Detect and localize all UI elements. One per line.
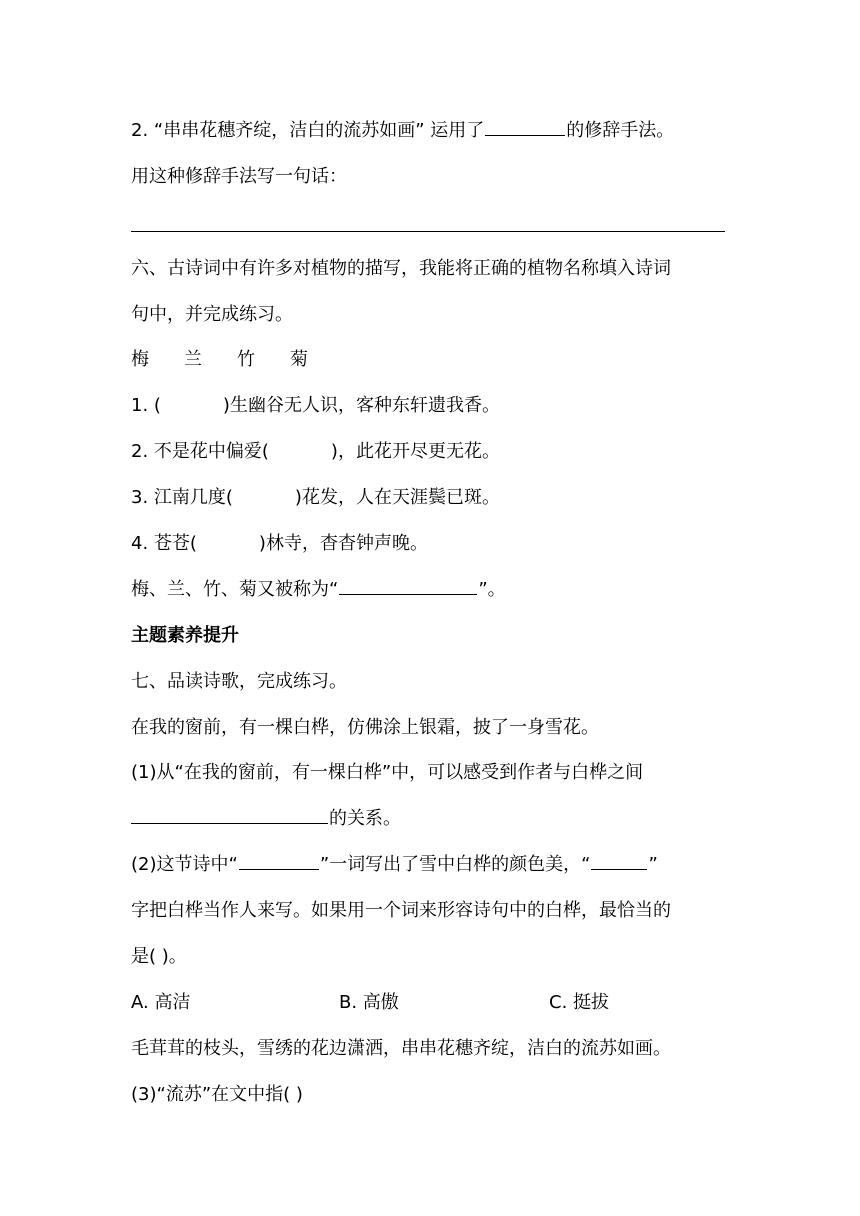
section-6-title-line-1: 六、古诗词中有许多对植物的描写，我能将正确的植物名称填入诗词 (131, 257, 671, 279)
question-7-2-prefix: (2)这节诗中“ (131, 854, 238, 876)
summary-line (131, 567, 731, 613)
answer-blank-summary[interactable] (339, 576, 477, 595)
question-2-line-1 (131, 108, 731, 154)
section-7-title: 七、品读诗歌，完成练习。 (131, 670, 347, 692)
choice-c[interactable]: C. 挺拔 (549, 991, 610, 1013)
poem-item-3 (131, 475, 731, 521)
poem-item-2-prefix: 2. 不是花中偏爱( (131, 441, 269, 463)
question-7-1-line-1: (1)从“在我的窗前，有一棵白桦”中，可以感受到作者与白桦之间 (131, 762, 644, 784)
poem-item-1 (131, 383, 731, 429)
section-6-title-line-2: 句中，并完成练习。 (131, 303, 293, 325)
question-7-1-suffix: 的关系。 (329, 808, 401, 830)
poem-item-4-prefix: 4. 苍苍( (131, 533, 197, 555)
summary-suffix: ”。 (478, 578, 506, 600)
question-7-1-line-2 (131, 796, 731, 842)
word-mei: 梅 (131, 349, 149, 371)
word-ju: 菊 (290, 349, 308, 371)
poem-item-4 (131, 521, 731, 567)
answer-blank-rhetoric[interactable] (485, 117, 565, 136)
question-2-suffix: 的修辞手法。 (566, 120, 675, 141)
poem-stanza-2: 毛茸茸的枝头，雪绣的花边潇洒，串串花穗齐绽，洁白的流苏如画。 (131, 1037, 671, 1059)
poem-item-2 (131, 429, 731, 475)
question-7-2-line-2: 字把白桦当作人来写。如果用一个词来形容诗句中的白桦，最恰当的 (131, 900, 671, 922)
question-7-3: (3)“流苏”在文中指( ) (131, 1083, 303, 1105)
question-7-2-line-3: 是( )。 (131, 946, 187, 968)
plant-word-bank (131, 337, 731, 383)
choice-a[interactable]: A. 高洁 (131, 991, 191, 1013)
question-7-2-suffix: ” (648, 854, 658, 876)
question-2-prefix: 2. “串串花穗齐绽，洁白的流苏如画” 运用了 (131, 120, 485, 141)
poem-item-4-suffix: )林寺，杳杳钟声晚。 (258, 533, 428, 555)
answer-blank-relationship[interactable] (131, 805, 328, 824)
choice-row (131, 980, 731, 1026)
answer-blank-sentence[interactable] (131, 200, 725, 232)
choice-b[interactable]: B. 高傲 (339, 991, 399, 1013)
question-7-2-mid: ”一词写出了雪中白桦的颜色美，“ (319, 854, 591, 876)
summary-prefix: 梅、兰、竹、菊又被称为“ (131, 578, 339, 600)
poem-item-2-suffix: )，此花开尽更无花。 (330, 441, 500, 463)
word-lan: 兰 (184, 349, 202, 371)
answer-line-row (131, 200, 731, 246)
poem-item-1-prefix: 1. ( (131, 395, 161, 417)
poem-stanza-1: 在我的窗前，有一棵白桦，仿佛涂上银霜，披了一身雪花。 (131, 716, 599, 738)
section-heading: 主题素养提升 (131, 624, 239, 646)
poem-item-1-suffix: )生幽谷无人识，客种东轩遗我香。 (222, 395, 500, 417)
question-2-line-2: 用这种修辞手法写一句话： (131, 165, 347, 187)
question-7-2-line-1 (131, 842, 731, 888)
poem-item-3-suffix: )花发，人在天涯鬓已斑。 (294, 487, 500, 509)
word-zhu: 竹 (237, 349, 255, 371)
worksheet-page (131, 108, 731, 1118)
answer-blank-personification[interactable] (591, 851, 647, 870)
poem-item-3-prefix: 3. 江南几度( (131, 487, 233, 509)
answer-blank-color-word[interactable] (239, 851, 319, 870)
